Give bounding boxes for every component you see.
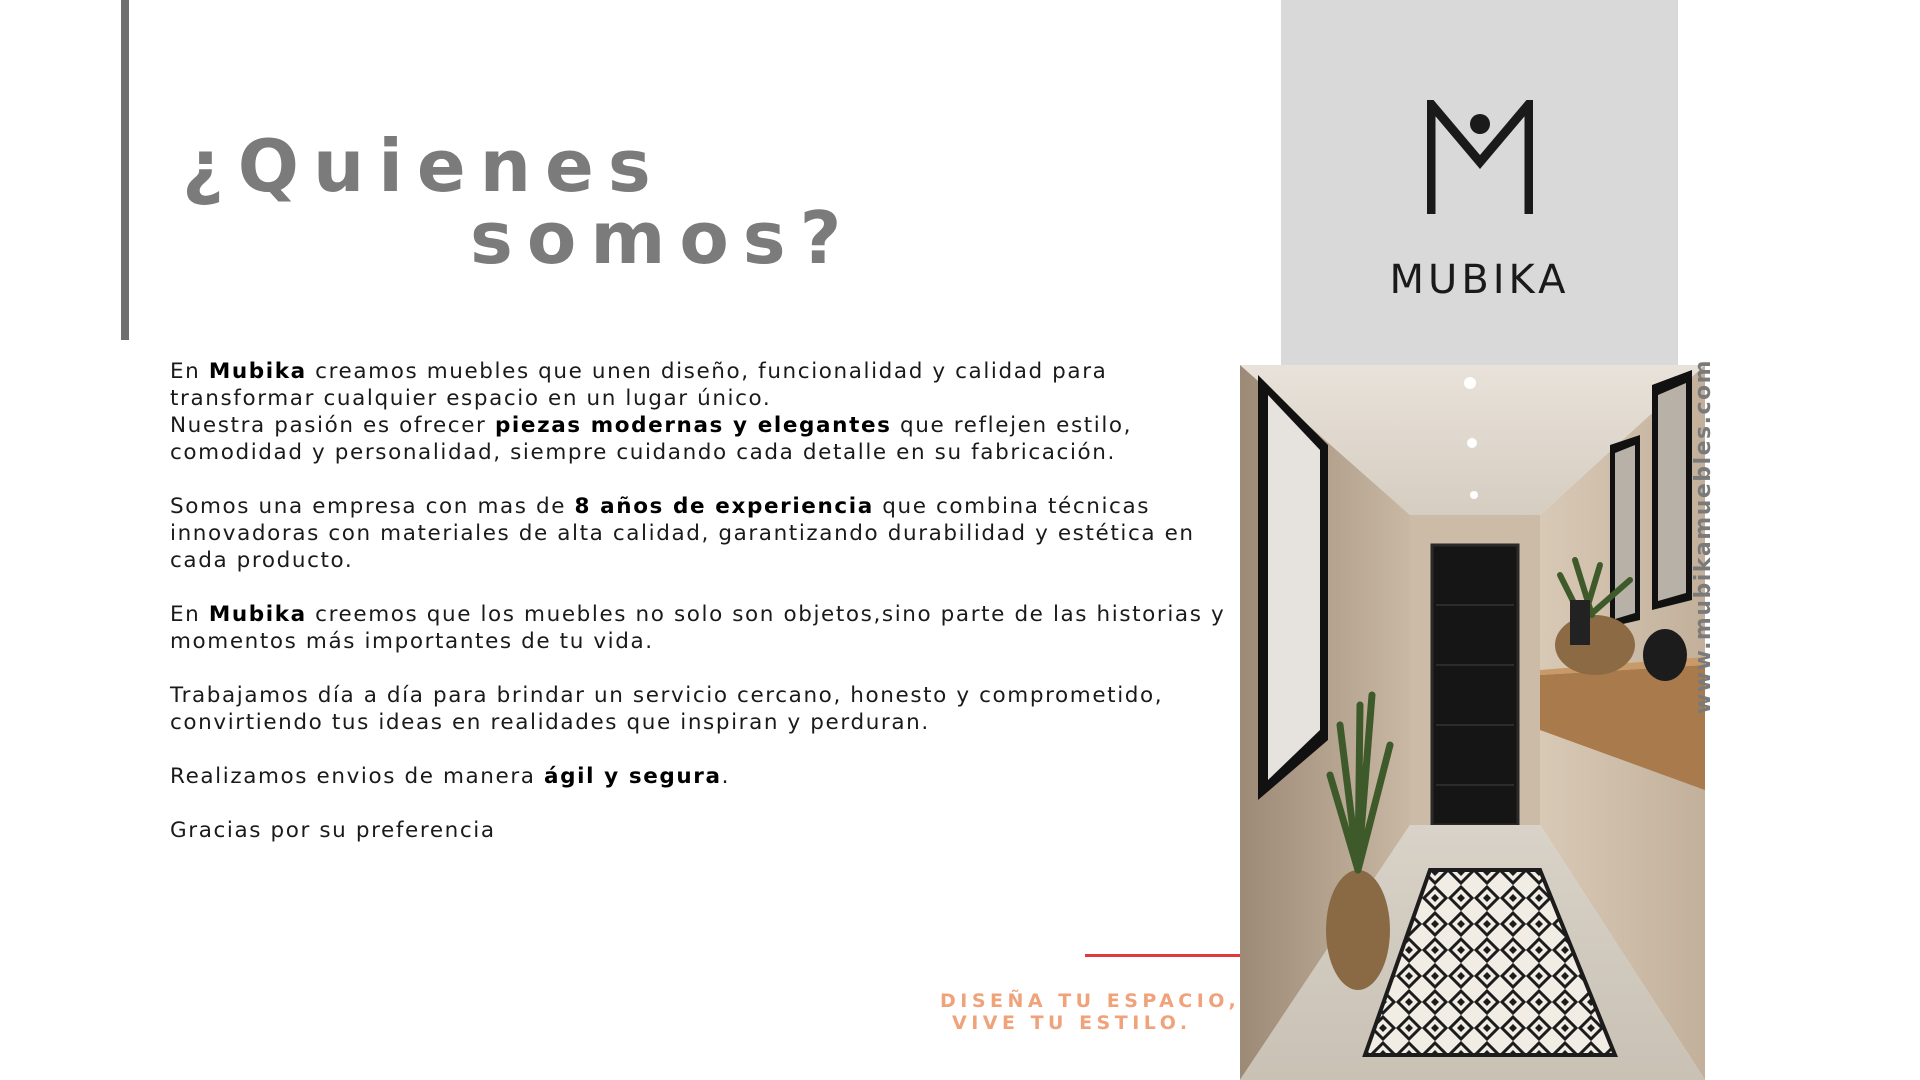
p5-text-a: Realizamos envios de manera [170, 764, 544, 789]
p2-text-c: que combina técnicas innovadoras con materiales de alta calidad, garantizando durabilidad y estética en cada producto. [170, 494, 1195, 573]
website-url[interactable]: www.mubikamuebles.com [1691, 358, 1716, 714]
p2-text-a: Somos una empresa con mas de [170, 494, 575, 519]
p5-text-c: . [721, 764, 731, 789]
left-accent-bar [121, 0, 129, 340]
p1b-text-a: Nuestra pasión es ofrecer [170, 413, 495, 438]
paragraph-belief [170, 601, 1230, 655]
p3-brand: Mubika [208, 602, 307, 627]
slogan [940, 990, 1240, 1034]
red-accent-line [1085, 954, 1240, 957]
paragraph-thanks: Gracias por su preferencia [170, 818, 496, 843]
paragraph-passion [170, 412, 1230, 466]
paragraph-shipping [170, 763, 1230, 790]
p1-brand: Mubika [208, 359, 307, 384]
p1-text-c: creamos muebles que unen diseño, funcionalidad y calidad para transformar cualquier espacio en un lugar único. [170, 359, 1108, 411]
paragraph-experience [170, 493, 1230, 574]
p1b-text-c: que reflejen estilo, comodidad y personalidad, siempre cuidando cada detalle en su fabricación. [170, 413, 1133, 465]
p1-text-a: En [170, 359, 209, 384]
logo-panel [1281, 0, 1678, 365]
p5-highlight: ágil y segura [544, 764, 722, 789]
slogan-line-2: VIVE TU ESTILO. [952, 1012, 1192, 1034]
p1b-highlight: piezas modernas y elegantes [494, 413, 892, 438]
hallway-illustration [1240, 365, 1705, 1080]
slogan-line-1: DISEÑA TU ESPACIO, [940, 990, 1241, 1012]
title-line-2: somos? [470, 196, 856, 280]
paragraph-service: Trabajamos día a día para brindar un servicio cercano, honesto y comprometido, convirtiendo tus ideas en realidades que inspiran y perduran. [170, 683, 1164, 735]
title-line-1: ¿Quienes [182, 124, 665, 208]
p3-text-a: En [170, 602, 209, 627]
paragraph-intro [170, 358, 1230, 412]
brand-name: MUBIKA [1389, 257, 1570, 303]
mubika-m-logo-icon [1427, 100, 1533, 218]
p3-text-c: creemos que los muebles no solo son objetos,sino parte de las historias y momentos más importantes de tu vida. [170, 602, 1226, 654]
p2-highlight: 8 años de experiencia [574, 494, 874, 519]
about-text [170, 358, 1230, 871]
hallway-photo [1240, 365, 1705, 1080]
